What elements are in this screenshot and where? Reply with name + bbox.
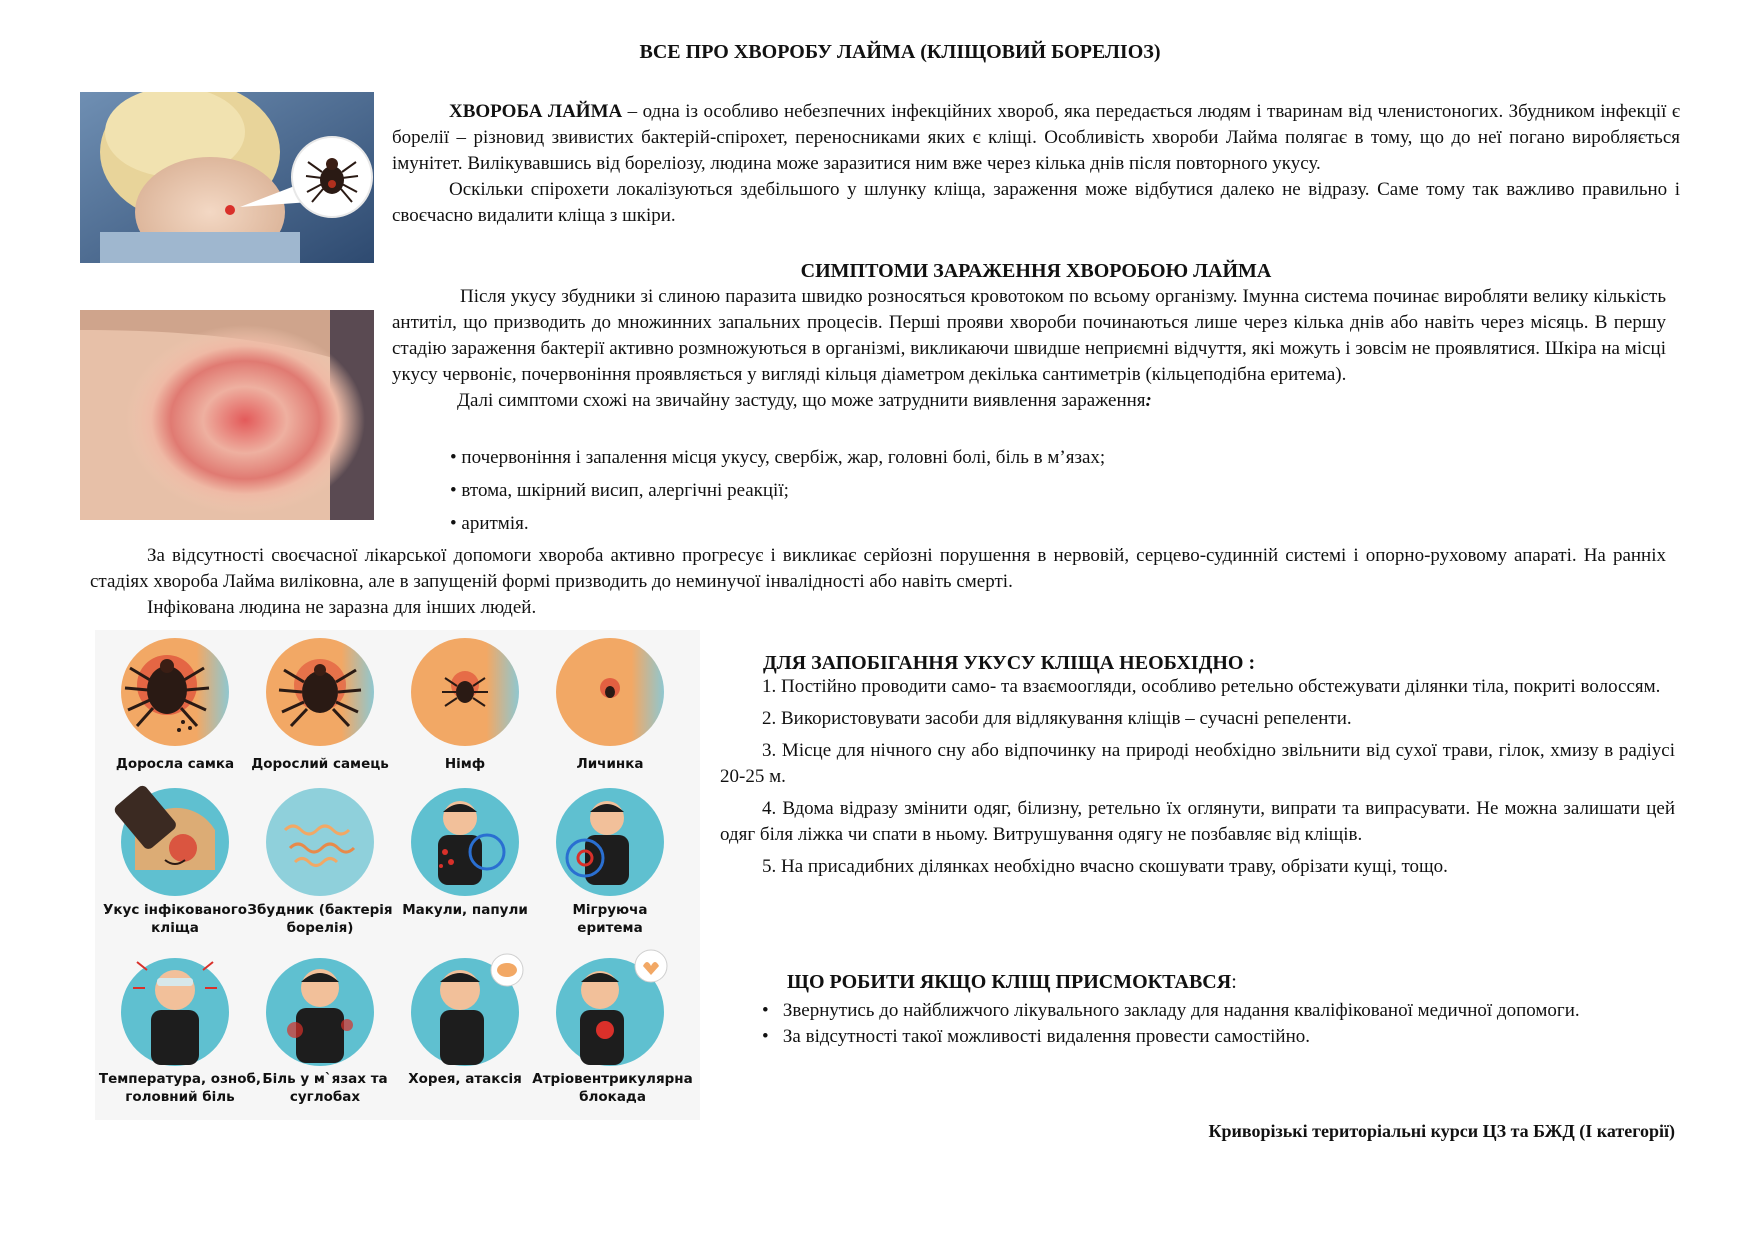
symptoms-heading: СИМПТОМИ ЗАРАЖЕННЯ ХВОРОБОЮ ЛАЙМА bbox=[800, 260, 1272, 282]
caption-chorea: Хорея, атаксія bbox=[408, 1071, 522, 1087]
symptoms-text-2: Далі симптоми схожі на звичайну застуду, що може затруднити виявлення зараження bbox=[457, 390, 1146, 411]
progress-section bbox=[90, 543, 1666, 621]
prevention-list bbox=[720, 674, 1675, 880]
chorea-ataxia-icon bbox=[411, 954, 523, 1066]
photo-child-tick-bite bbox=[80, 92, 374, 263]
action-item-1: • Звернутись до найближчого лікувального закладу для надання кваліфікованої медичної допомоги. bbox=[762, 1000, 1580, 1021]
symptom-bullet-3: • аритмія. bbox=[450, 513, 529, 534]
intro-section bbox=[392, 99, 1680, 229]
macules-papules-icon bbox=[411, 788, 519, 896]
page-title: ВСЕ ПРО ХВОРОБУ ЛАЙМА (КЛІЩОВИЙ БОРЕЛІОЗ) bbox=[639, 41, 1161, 63]
intro-paragraph-2: Оскільки спірохети локалізуються здебільшого у шлунку кліща, зараження може відбутися далеко не відразу. Саме тому так важливо правильно і своєчасно видалити кліща з шкіри. bbox=[392, 179, 1680, 226]
caption-macules: Макули, папули bbox=[402, 902, 528, 918]
caption-adult-male: Дорослий самець bbox=[251, 756, 389, 772]
intro-paragraph-1 bbox=[392, 99, 1680, 177]
caption-muscle-pain: Біль у м`язах та суглобах bbox=[262, 1071, 388, 1105]
tick-adult-male-icon bbox=[266, 638, 374, 746]
caption-av-block: Атріовентрикулярна блокада bbox=[532, 1071, 693, 1105]
symptom-bullet-1: • почервоніння і запалення місця укусу, свербіж, жар, головні болі, біль в м’язах; bbox=[450, 447, 1106, 468]
intro-text-1: – одна із особливо небезпечних інфекційних хвороб, яка передається людям і тваринам від членистоногих. Збудником інфекції є борелії – різновид звивистих бактерій-спірохет, переносниками яких є кліщі. Особливість хвороби Лайма полягає в тому, що до неї погано виробляється імунітет. Вилікувавшись від бореліозу, людина може заразитися ним вже через кілька днів після повторного укусу. bbox=[392, 101, 1681, 174]
muscle-joint-pain-icon bbox=[266, 958, 374, 1066]
symptoms-paragraph-2 bbox=[392, 388, 1666, 414]
intro-term: ХВОРОБА ЛАЙМА bbox=[449, 101, 623, 122]
prevention-item-5: 5. На присадибних ділянках необхідно вчасно скошувати траву, обрізати кущі, тощо. bbox=[762, 856, 1448, 877]
tick-larva-icon bbox=[556, 638, 664, 746]
prevention-item-2: 2. Використовувати засоби для відлякування кліщів – сучасні репеленти. bbox=[762, 708, 1352, 729]
caption-nymph: Німф bbox=[444, 756, 486, 772]
symptoms-section bbox=[392, 284, 1666, 414]
caption-pathogen: Збудник (бактерія борелія) bbox=[247, 902, 393, 936]
tick-nymph-icon bbox=[411, 638, 519, 746]
action-heading: ЩО РОБИТИ ЯКЩО КЛІЩ ПРИСМОКТАВСЯ: bbox=[787, 971, 1237, 993]
caption-infected-bite: Укус інфікованого кліща bbox=[102, 902, 248, 936]
photo-erythema-rash bbox=[80, 310, 374, 520]
action-list bbox=[720, 998, 1675, 1050]
prevention-item-3: 3. Місце для нічного сну або відпочинку на природі необхідно звільнити від сухої трави, гілок, хмизу в радіусі 20-25 м. bbox=[720, 740, 1675, 787]
infected-tick-bite-icon bbox=[112, 783, 229, 896]
fever-chills-headache-icon bbox=[121, 958, 229, 1066]
action-item-2: • За відсутності такої можливості видалення провести самостійно. bbox=[762, 1026, 1311, 1047]
atrioventricular-block-icon bbox=[556, 950, 667, 1066]
prevention-heading: ДЛЯ ЗАПОБІГАННЯ УКУСУ КЛІЩА НЕОБХІДНО : bbox=[763, 652, 1256, 674]
footer-organization: Криворізькі територіальні курси ЦЗ та БЖД (І категорії) bbox=[1208, 1121, 1675, 1141]
progress-paragraph-2: Інфікована людина не заразна для інших людей. bbox=[147, 597, 537, 618]
caption-erythema: Мігруюча еритема bbox=[572, 902, 648, 936]
symptoms-colon: : bbox=[1145, 390, 1152, 411]
symptom-bullet-2: • втома, шкірний висип, алергічні реакції; bbox=[450, 480, 789, 501]
migrating-erythema-icon bbox=[556, 788, 664, 896]
prevention-item-4: 4. Вдома відразу змінити одяг, білизну, ретельно їх оглянути, випрати та випрасувати. Не можна залишати цей одяг біля ліжка чи спати в ньому. Витрушування одягу не позбавляє від кліщів. bbox=[720, 798, 1675, 845]
prevention-item-1: 1. Постійно проводити само- та взаємоогляди, особливо ретельно обстежувати ділянки тіла, покриті волоссям. bbox=[762, 676, 1661, 697]
caption-fever: Температура, озноб, головний біль bbox=[98, 1071, 262, 1105]
lyme-infographic bbox=[95, 630, 700, 1120]
symptoms-paragraph-1: Після укусу збудники зі слиною паразита швидко розносяться кровотоком по всьому організму. Імунна система починає виробляти велику кількість антитіл, що призводить до множинних запальних процесів. Перші прояви хвороби починаються лише через кілька днів або навіть через місяць. В першу стадію зараження бактерії активно розмножуються в організмі, викликаючи швидше неприємні відчуття, які можуть і зовсім не проявлятися. Шкіра на місці укусу червоніє, почервоніння проявляється у вигляді кільця діаметром декілька сантиметрів (кільцеподібна еритема). bbox=[392, 286, 1666, 385]
tick-adult-female-icon bbox=[121, 638, 229, 746]
caption-larva: Личинка bbox=[576, 756, 644, 772]
borrelia-bacteria-icon bbox=[266, 788, 374, 896]
progress-paragraph-1: За відсутності своєчасної лікарської допомоги хвороба активно прогресує і викликає серйозні порушення в нервовій, серцево-судинній системі і опорно-руховому апараті. На ранніх стадіях хвороба Лайма виліковна, але в запущеній формі призводить до неминучої інвалідності або навіть смерті. bbox=[90, 545, 1666, 592]
caption-adult-female: Доросла самка bbox=[115, 756, 235, 772]
